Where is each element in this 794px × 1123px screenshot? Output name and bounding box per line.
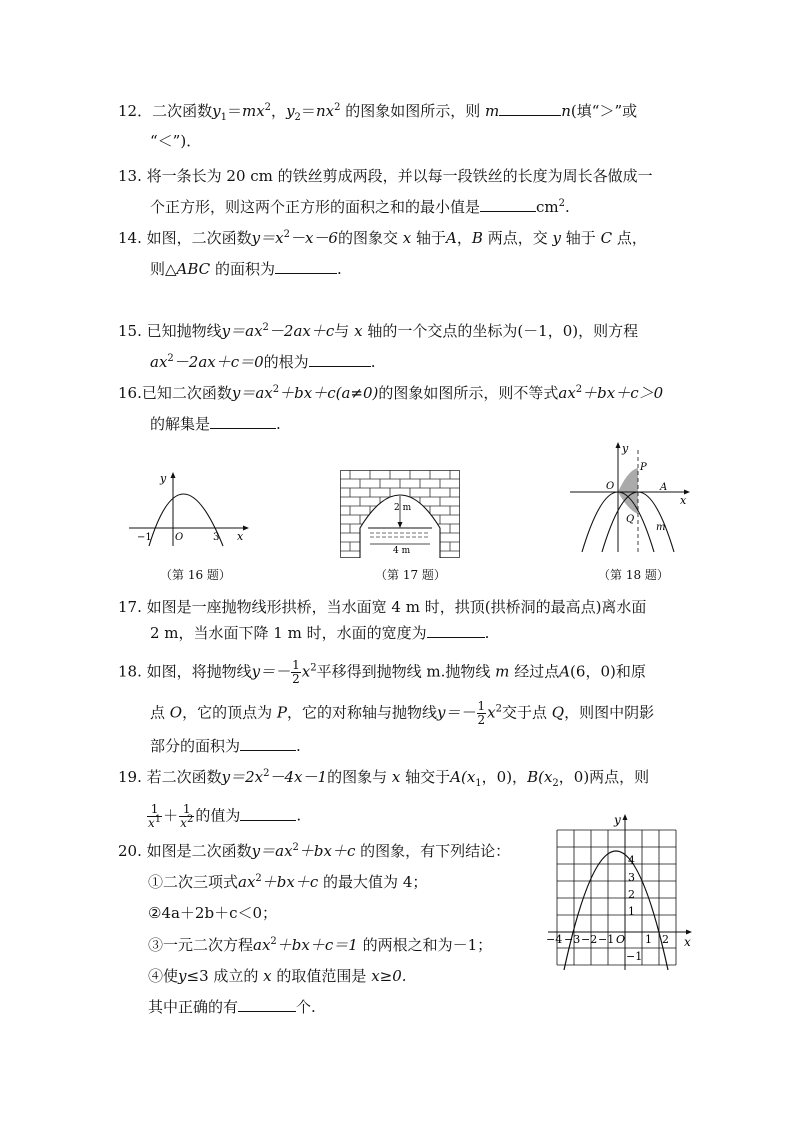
q15-number: 15.	[118, 322, 142, 340]
fig16-x-arrow	[243, 526, 249, 531]
q20-line1	[118, 841, 510, 861]
fig16-caption: （第 16 题）	[160, 568, 231, 582]
q14-text4: 两点，交	[487, 229, 548, 247]
q20-c3eq: ax	[253, 936, 271, 954]
q18-x: x	[301, 662, 311, 681]
q14-eq2: －x－6	[289, 229, 338, 247]
q18-fraction	[291, 659, 301, 686]
fig17-caption: （第 17 题）	[375, 568, 446, 582]
q20-c1b: 的最大值为 4；	[323, 873, 428, 891]
q19-line1	[118, 767, 649, 787]
q13-blank[interactable]	[480, 197, 536, 212]
q19-frac1-x: x	[148, 816, 155, 830]
q12-sub2: 2	[294, 112, 301, 123]
q17-end: .	[484, 624, 490, 642]
q17-blank[interactable]	[427, 623, 485, 638]
q16-eq2: ＋bx＋c(a≠0)	[279, 384, 379, 402]
q18-text9: ，则图中阴影	[564, 703, 655, 722]
q15-text4: 的根为	[263, 353, 309, 371]
figure-17	[340, 470, 460, 560]
q18-sq2: 2	[495, 703, 502, 715]
q14-x: x	[402, 229, 412, 247]
q18-P: P	[276, 703, 287, 722]
q20-number: 20.	[118, 842, 142, 860]
q18-blank[interactable]	[240, 736, 296, 751]
q12-y1: y	[212, 102, 221, 120]
q18-frac-den: 2	[292, 672, 300, 686]
q20-l6: 其中正确的有	[148, 998, 239, 1016]
q20-l6b: 个.	[296, 998, 316, 1016]
q20-text1: 如图是二次函数	[146, 842, 252, 860]
fig20-ytick-4: 4	[628, 854, 635, 867]
q19-frac1	[147, 803, 162, 830]
q20-eq2: ＋bx＋c	[298, 842, 356, 860]
q19-text6: 的值为	[195, 806, 241, 825]
q17-number: 17.	[118, 598, 142, 616]
q12-number: 12．	[118, 102, 153, 120]
q19-line2	[146, 803, 301, 830]
fig17-width-label: 4 m	[393, 546, 411, 556]
q19-sq: 2	[263, 768, 270, 779]
q12-text3: (填“＞”或	[570, 102, 638, 120]
q19-blank[interactable]	[240, 806, 296, 821]
q20-c3eq2: ＋bx＋c＝1	[276, 936, 358, 954]
q18-frac2-den: 2	[477, 713, 486, 727]
q14-eq: y＝x	[251, 229, 284, 247]
q20-c2: ②4a＋2b＋c＜0；	[148, 904, 278, 922]
fig20-origin: O	[616, 933, 626, 946]
q14-text1: 如图，二次函数	[146, 229, 252, 247]
q16-line1	[118, 383, 663, 403]
q18-x2: x	[487, 703, 496, 722]
q20-c1eq2: ＋bx＋c	[261, 873, 319, 891]
fig18-x-label: x	[680, 494, 687, 507]
q14-A: A	[446, 229, 457, 247]
q15-eq3: ax	[150, 353, 168, 371]
q13-number: 13.	[118, 167, 142, 185]
q20-text2: 的图象，有下列结论：	[360, 842, 511, 860]
q20-c4x: x	[263, 967, 272, 985]
fig16-y-label: y	[160, 472, 167, 485]
q14-y: y	[552, 229, 561, 247]
q17-text2: 2 m，当水面下降 1 m 时，水面的宽度为	[150, 624, 427, 642]
fig20-y-arrow	[623, 814, 628, 820]
q20-blank[interactable]	[238, 997, 296, 1012]
q20-c4a: ④使	[148, 967, 179, 985]
q19-text5: ，0)两点，则	[558, 768, 650, 786]
q19-text3: 轴交于	[405, 768, 451, 786]
q19-text1: 若二次函数	[146, 768, 222, 786]
fig20-ytick-1: 1	[628, 905, 635, 918]
q16-text1: 已知二次函数	[141, 384, 232, 402]
q14-text7: 则△	[150, 260, 177, 278]
q15-sq2: 2	[167, 353, 174, 364]
q17-line1	[118, 597, 646, 617]
q20-c3b: 的两根之和为－1；	[362, 936, 493, 954]
q14-sq: 2	[283, 229, 290, 240]
q15-text1: 已知抛物线	[146, 322, 222, 340]
q12-nx: nx	[315, 102, 335, 120]
q18-number: 18.	[118, 662, 142, 681]
q19-frac1-num: 1	[147, 803, 162, 817]
q15-line1	[118, 321, 638, 341]
q19-end: .	[296, 806, 302, 825]
q18-O: O	[169, 703, 183, 722]
q15-x: x	[354, 322, 363, 340]
q19-sub1: 1	[475, 778, 482, 789]
fig20-parabola	[564, 851, 668, 970]
q18-text1: 如图，将抛物线	[146, 662, 252, 681]
q12-mx: mx	[241, 102, 265, 120]
q15-end: .	[370, 353, 376, 371]
q18-text2: 平移得到抛物线 m.抛物线	[316, 662, 491, 681]
q18-m: m	[495, 662, 510, 681]
fig18-caption: （第 18 题）	[598, 568, 669, 582]
q12-sub1: 1	[220, 112, 227, 123]
q12-y2: y	[286, 102, 295, 120]
q12-eq2: ＝	[300, 102, 316, 120]
q14-text6: 点，	[616, 229, 647, 247]
q12-text: 二次函数	[152, 102, 213, 120]
q14-abc: ABC	[176, 260, 211, 278]
q14-line1	[118, 228, 647, 248]
fig17-height-label: 2 m	[394, 503, 412, 513]
q19-frac2-x: x	[180, 816, 187, 830]
q14-blank[interactable]	[275, 259, 337, 274]
fig20-ytick-2: 2	[628, 888, 635, 901]
fig18-y-arrow	[616, 442, 621, 448]
fig20-xtick--1: −1	[598, 933, 615, 946]
fig18-y-label: y	[622, 442, 629, 455]
fig20-xtick--4: −4	[546, 933, 563, 946]
q20-line6	[148, 997, 316, 1017]
q18-frac2-num: 1	[477, 699, 486, 713]
q16-blank[interactable]	[210, 414, 276, 429]
q17-line2	[150, 623, 489, 643]
fig16-parabola	[149, 494, 223, 546]
q18-line1	[118, 659, 646, 686]
q14-number: 14.	[118, 229, 142, 247]
q20-line4	[148, 935, 492, 955]
q20-c4y: y	[178, 967, 187, 985]
q16-end: .	[276, 415, 281, 433]
figure-18	[568, 440, 698, 555]
q12-line2	[150, 131, 201, 151]
fig17-arrow-head	[398, 522, 403, 528]
fig18-a-label: A	[660, 482, 668, 493]
q18-text4: (6，0)和原	[570, 662, 646, 681]
q12-sq2: 2	[334, 102, 341, 113]
q20-c4b: ≤3 成立的	[186, 967, 259, 985]
q13-text2: 个正方形，则这两个正方形的面积之和的最小值是	[150, 198, 481, 216]
q12-sq1: 2	[264, 102, 272, 113]
q18-frac-num: 1	[292, 658, 300, 672]
q20-c1eq: ax	[238, 873, 256, 891]
q19-x1: (x	[460, 768, 476, 786]
q20-eq: y＝ax	[251, 842, 293, 860]
q13-line1	[118, 166, 653, 186]
q19-x: x	[391, 768, 401, 786]
fig16-root-left: −1	[137, 532, 152, 543]
q16-number: 16.	[118, 384, 142, 402]
q13-line2	[150, 197, 570, 217]
q16-line2	[150, 414, 281, 434]
q18-text3: 经过点	[514, 662, 560, 681]
q13-end: .	[565, 198, 570, 216]
q18-text8: 交于点	[501, 703, 547, 722]
fig20-x-arrow	[686, 930, 692, 935]
q12-comma: ，	[271, 102, 287, 120]
q12-text2: 的图象如图所示，则	[345, 102, 481, 120]
fig16-x-label: x	[237, 530, 244, 543]
q20-c3sq: 2	[270, 936, 277, 947]
q15-eq4: －2ax＋c＝0	[173, 353, 264, 371]
q12-n: n	[561, 102, 571, 120]
q14-B: B	[471, 229, 483, 247]
q17-text1: 如图是一座抛物线形拱桥，当水面宽 4 m 时，拱顶(拱桥洞的最高点)离水面	[146, 598, 647, 616]
q20-c1a: ①二次三项式	[148, 873, 239, 891]
fig18-origin: O	[606, 481, 615, 492]
q15-blank[interactable]	[309, 352, 371, 367]
q20-line5	[148, 966, 407, 986]
q12-blank[interactable]	[499, 101, 561, 116]
q16-text3: 的解集是	[150, 415, 211, 433]
q12-line1	[118, 101, 637, 121]
fig16-root-right: 3	[213, 532, 220, 543]
q16-text2: 的图象如图所示，则不等式	[378, 384, 559, 402]
figure-20	[540, 810, 700, 975]
fig20-y-label: y	[614, 813, 621, 827]
q16-sq2: 2	[575, 384, 583, 395]
q19-sub2: 2	[552, 778, 559, 789]
q19-frac2-den: $x^2$	[180, 814, 194, 830]
q18-A: A	[559, 662, 571, 681]
fig20-xtick--2: −2	[581, 933, 598, 946]
q18-end: .	[296, 737, 301, 755]
q15-sq: 2	[262, 322, 269, 333]
q14-C: C	[600, 229, 613, 247]
fig20-ytick--1: −1	[626, 950, 643, 963]
q16-eq4: ＋bx＋c＞0	[582, 384, 664, 402]
q18-text10: 部分的面积为	[150, 737, 241, 755]
q19-eq2: －4x－1	[269, 768, 328, 786]
fig20-ytick-3: 3	[628, 871, 635, 884]
q18-text5: 点	[150, 703, 166, 722]
q19-A: A	[450, 768, 461, 786]
q18-line3	[150, 736, 301, 756]
q19-frac1-den: $x^1$	[148, 814, 162, 830]
q15-eq: y＝ax	[221, 322, 263, 340]
q13-sq: 2	[558, 198, 566, 209]
q18-sq: 2	[310, 662, 317, 674]
q12-text4: “＜”)．	[150, 132, 202, 150]
q19-frac2	[179, 803, 194, 830]
q18-Q: Q	[551, 703, 565, 722]
q14-text3: 轴于	[416, 229, 447, 247]
q20-c1sq: 2	[255, 873, 262, 884]
q15-eq2: －2ax＋c	[268, 322, 335, 340]
fig18-m-label: m	[656, 522, 666, 533]
q20-sq: 2	[292, 842, 299, 853]
fig20-xtick--3: −3	[564, 933, 581, 946]
fig18-q-label: Q	[626, 514, 635, 525]
q12-m: m	[485, 102, 500, 120]
fig18-p-label: P	[640, 462, 647, 473]
q16-sq: 2	[272, 384, 280, 395]
q14-line2	[150, 259, 342, 279]
q18-text7: ，它的对称轴与抛物线	[287, 703, 438, 722]
q16-eq: y＝ax	[231, 384, 273, 402]
q19-frac2-num: 1	[179, 803, 194, 817]
q14-comma: ，	[456, 229, 472, 247]
fig18-shaded-region	[618, 468, 638, 514]
q19-B: B	[527, 768, 539, 786]
fig16-y-arrow	[171, 472, 176, 478]
q18-fraction2	[477, 700, 487, 727]
q20-c4c: 的取值范围是	[276, 967, 367, 985]
q18-eq: y＝－	[251, 662, 291, 681]
q18-eq2: y＝－	[437, 703, 476, 722]
q15-text2: 与	[334, 322, 350, 340]
q20-line2	[148, 872, 427, 892]
q19-text4: ，0)，	[481, 768, 528, 786]
q14-text5: 轴于	[565, 229, 596, 247]
q18-line2	[150, 700, 654, 727]
fig20-x-label: x	[684, 935, 691, 949]
q14-text8: 的面积为	[214, 260, 275, 278]
q13-unit: cm	[536, 198, 559, 216]
figure-16	[125, 470, 255, 550]
q12-eq: ＝	[226, 102, 242, 120]
q14-end: .	[336, 260, 342, 278]
q20-c4d: x≥0.	[371, 967, 407, 985]
q13-text1: 将一条长为 20 cm 的铁丝剪成两段，并以每一段铁丝的长度为周长各做成一	[146, 167, 653, 185]
q19-x2: (x	[538, 768, 553, 786]
q18-text6: ，它的顶点为	[182, 703, 273, 722]
q19-plus: ＋	[163, 806, 179, 825]
fig20-xtick-2: 2	[662, 933, 669, 946]
q16-eq3: ax	[558, 384, 576, 402]
fig20-xtick-1: 1	[645, 933, 652, 946]
q15-line2	[150, 352, 375, 372]
fig16-origin: O	[175, 532, 184, 543]
q20-c3a: ③一元二次方程	[148, 936, 254, 954]
q19-number: 19.	[118, 768, 142, 786]
q20-line3	[148, 903, 277, 923]
q19-text2: 的图象与	[327, 768, 388, 786]
q19-eq: y＝2x	[221, 768, 264, 786]
q15-text3: 轴的一个交点的坐标为(－1，0)，则方程	[367, 322, 639, 340]
q14-text2: 的图象交	[337, 229, 398, 247]
